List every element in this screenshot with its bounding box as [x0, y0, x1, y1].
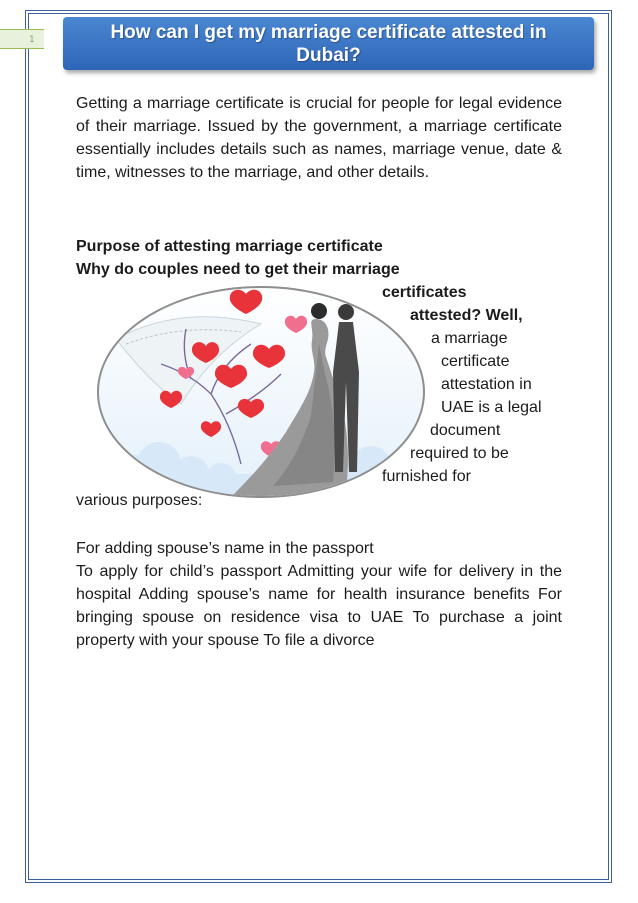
purpose-heading: Purpose of attesting marriage certificate [76, 238, 383, 255]
wrap-line-7: furnished for [382, 468, 471, 485]
page-title [69, 21, 589, 67]
wrap-line-1: a marriage [431, 330, 508, 347]
wrap-line-5: document [430, 422, 501, 439]
intro-paragraph: Getting a marriage certificate is crucial for people for legal evidence of their marriage. Issued by the government, a marriage certificate essentially includes details such as names, marriage venue, date & time, witnesses to the marriage, and other details. [76, 95, 562, 181]
wrap-line-4: UAE is a legal [441, 399, 542, 416]
question-line-3: attested? Well, [410, 307, 523, 324]
page-number: 1 [0, 29, 44, 49]
wrap-line-2: certificate [441, 353, 510, 370]
wedding-couple-hearts-image [91, 284, 425, 499]
title-line-2: Dubai? [296, 44, 361, 66]
continuation-text: various purposes: [76, 492, 203, 509]
title-banner [63, 17, 594, 70]
question-line-2: certificates [382, 284, 467, 301]
list-paragraph: To apply for child’s passport Admitting your wife for delivery in the hospital Adding spouse’s name for health insurance benefits For bringing spouse on residence visa to UAE To purchase a joint property with your spouse To file a divorce [76, 563, 562, 649]
title-line-1: How can I get my marriage certificate attested in [110, 21, 547, 43]
list-first-item: For adding spouse’s name in the passport [76, 540, 374, 557]
wrap-line-6: required to be [410, 445, 509, 462]
wrap-line-3: attestation in [441, 376, 532, 393]
question-line-1: Why do couples need to get their marriage [76, 261, 400, 278]
